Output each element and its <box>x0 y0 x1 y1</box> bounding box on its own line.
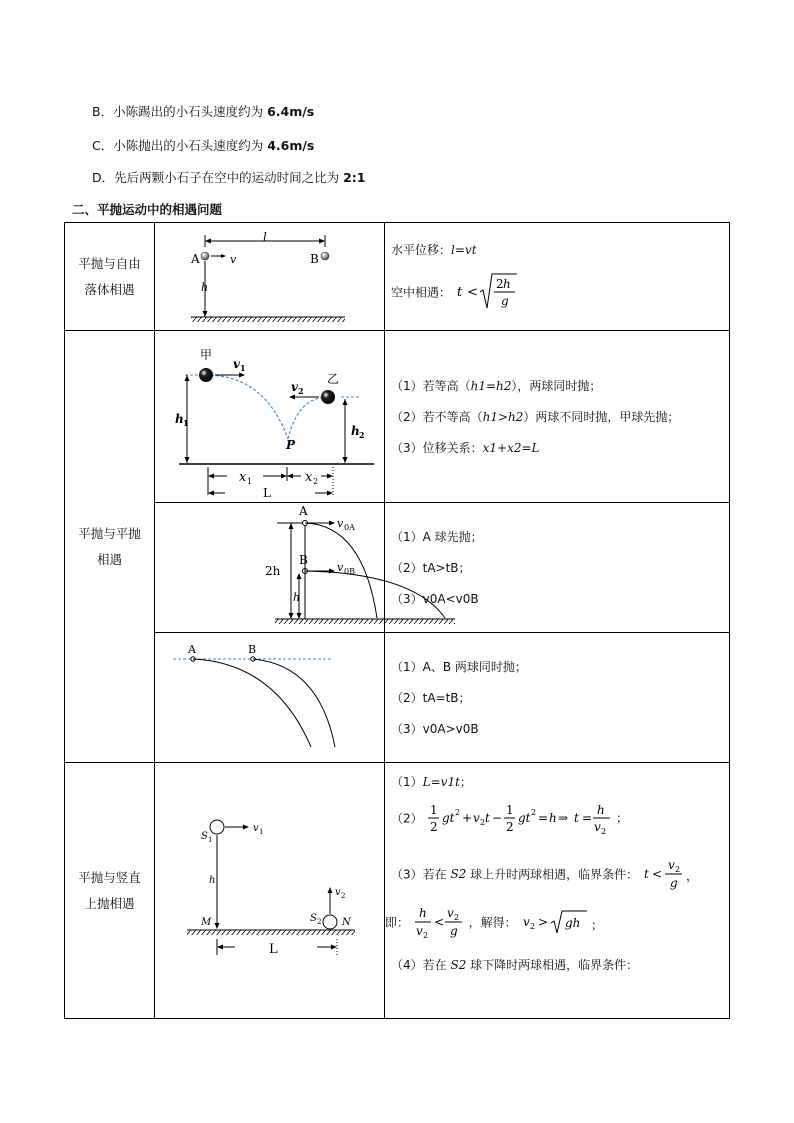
yi-label: 乙 <box>327 372 340 386</box>
l-label: l <box>263 230 267 244</box>
svg-text:gh: gh <box>564 916 580 930</box>
svg-text:2: 2 <box>341 892 346 900</box>
svg-text:t: t <box>456 285 463 300</box>
svg-text:h: h <box>549 811 558 825</box>
figure-vertical <box>155 763 385 1019</box>
svg-text:S: S <box>201 831 208 842</box>
svg-text:2: 2 <box>529 922 535 931</box>
figure-same-height <box>155 633 385 763</box>
option-c: C．小陈抛出的小石头速度约为 4.6m/s <box>92 138 315 153</box>
ball-a-label: A <box>299 504 308 518</box>
svg-text:2: 2 <box>453 913 459 922</box>
svg-text:h: h <box>175 412 184 426</box>
svg-text:h: h <box>418 906 427 920</box>
svg-text:S: S <box>310 913 317 924</box>
svg-text:2: 2 <box>480 818 486 827</box>
meeting-table <box>64 222 730 1019</box>
svg-text:v: v <box>337 561 344 574</box>
meeting-equation <box>426 798 636 838</box>
h-label: h <box>201 281 209 294</box>
svg-text:<: < <box>466 285 478 300</box>
row-projectile-3 <box>65 633 730 763</box>
row-text: （1）L=v1t； （2） 1 2 gt 2 + v 2 t − 1 2 gt 2 = h ⇒ t = h v 2 ； （3）若在 S2 球上升时两球相遇，临界条件： t < v 2 g ， 即： h v 2 < v 2 g ，解得： v 2 > gh ； （4）若在 S2 球下降时两球相遇，临界条件： <box>385 763 730 1019</box>
solution-formula <box>521 907 605 937</box>
svg-text:x: x <box>239 470 247 485</box>
svg-text:v: v <box>415 924 423 938</box>
inequality-1 <box>413 902 465 942</box>
ball-b-label: B <box>310 252 319 266</box>
svg-text:t: t <box>574 811 580 825</box>
row-label: 平抛与平抛 相遇 <box>65 331 155 763</box>
svg-text:g: g <box>449 924 458 938</box>
svg-text:−: − <box>492 811 503 825</box>
two-h-label: 2h <box>265 564 281 578</box>
svg-text:v: v <box>667 858 675 872</box>
svg-text:2: 2 <box>359 430 365 440</box>
svg-text:<: < <box>433 915 444 929</box>
jia-label: 甲 <box>200 348 213 362</box>
svg-text:1: 1 <box>208 836 213 844</box>
svg-text:g: g <box>500 294 509 308</box>
svg-text:v: v <box>335 887 341 898</box>
svg-text:1: 1 <box>259 828 264 836</box>
svg-text:2: 2 <box>455 808 461 817</box>
svg-text:g: g <box>669 876 678 890</box>
row-text: （1）A 球先抛； （2）tA>tB； （3）v0A<v0B <box>385 503 730 633</box>
l-total-label: L <box>263 486 271 500</box>
figure-free-fall <box>155 223 385 331</box>
svg-text:2: 2 <box>317 918 322 926</box>
option-b: B．小陈踢出的小石头速度约为 6.4m/s <box>92 104 315 119</box>
svg-text:t: t <box>485 811 491 825</box>
svg-text:h: h <box>597 803 606 817</box>
svg-text:2: 2 <box>674 865 681 874</box>
svg-text:h: h <box>502 277 511 291</box>
svg-text:=: = <box>538 811 549 825</box>
svg-text:，: ， <box>685 869 698 883</box>
figure-different-height <box>155 503 385 633</box>
critical-condition-1 <box>642 854 696 894</box>
h-label: h <box>209 875 216 886</box>
ball-a-label: A <box>191 252 200 266</box>
svg-text:⇒: ⇒ <box>558 811 569 825</box>
svg-text:0A: 0A <box>344 523 355 532</box>
svg-text:v: v <box>522 915 530 929</box>
svg-text:2: 2 <box>495 277 504 291</box>
svg-text:t: t <box>643 867 649 881</box>
svg-text:2: 2 <box>531 808 537 817</box>
svg-text:v: v <box>233 357 240 371</box>
row-text: 水平位移：l=vt 空中相遇： t < 2 h g <box>385 223 730 331</box>
sqrt-formula <box>455 272 519 312</box>
row-text: （1）若等高（h1=h2），两球同时抛； （2）若不等高（h1>h2）两球不同时抛，甲球先抛； （3）位移关系：x1+x2=L <box>385 331 730 503</box>
svg-text:1: 1 <box>240 363 246 373</box>
row-label: 平抛与自由 落体相遇 <box>65 223 155 331</box>
svg-text:v: v <box>473 811 481 825</box>
svg-text:2: 2 <box>601 827 607 836</box>
svg-text:=: = <box>582 811 593 825</box>
svg-text:v: v <box>446 906 454 920</box>
n-label: N <box>342 917 351 928</box>
p-label: P <box>286 438 296 452</box>
row-text: （1）A、B 两球同时抛； （2）tA=tB； （3）v0A>v0B <box>385 633 730 763</box>
svg-text:1: 1 <box>430 803 439 817</box>
h-label: h <box>293 591 301 604</box>
svg-text:；: ； <box>616 811 629 825</box>
section-title: 二、平抛运动中的相遇问题 <box>72 202 223 217</box>
svg-text:<: < <box>651 867 663 881</box>
svg-text:>: > <box>537 915 548 929</box>
ball-b-label: B <box>299 553 308 567</box>
svg-text:2: 2 <box>506 820 515 834</box>
svg-text:2: 2 <box>430 820 439 834</box>
row-label: 平抛与竖直 上抛相遇 <box>65 763 155 1019</box>
svg-text:2: 2 <box>313 477 319 486</box>
svg-text:x: x <box>305 470 313 485</box>
m-label: M <box>201 917 212 928</box>
row-projectile-2 <box>65 503 730 633</box>
svg-text:v: v <box>291 380 298 394</box>
svg-text:1: 1 <box>247 477 253 486</box>
svg-text:0B: 0B <box>344 567 355 576</box>
svg-text:2: 2 <box>298 386 304 396</box>
svg-text:gt: gt <box>442 811 455 825</box>
figure-meet-p <box>155 331 385 503</box>
v-label: v <box>230 253 237 266</box>
svg-text:+: + <box>462 811 473 825</box>
svg-text:gt: gt <box>518 811 531 825</box>
svg-text:1: 1 <box>183 418 189 428</box>
ball-a-label: A <box>188 643 196 656</box>
row-projectile-1 <box>65 331 730 503</box>
svg-text:；: ； <box>590 918 603 932</box>
svg-text:v: v <box>337 517 344 530</box>
svg-text:h: h <box>351 424 360 438</box>
l-label: L <box>269 942 278 957</box>
svg-text:v: v <box>594 820 602 834</box>
svg-text:v: v <box>253 823 259 834</box>
row-free-fall <box>65 223 730 331</box>
row-vertical <box>65 763 730 1019</box>
option-d: D．先后两颗小石子在空中的运动时间之比为 2:1 <box>92 170 366 185</box>
svg-text:2: 2 <box>422 931 428 940</box>
svg-text:1: 1 <box>506 803 515 817</box>
ball-b-label: B <box>248 643 257 656</box>
